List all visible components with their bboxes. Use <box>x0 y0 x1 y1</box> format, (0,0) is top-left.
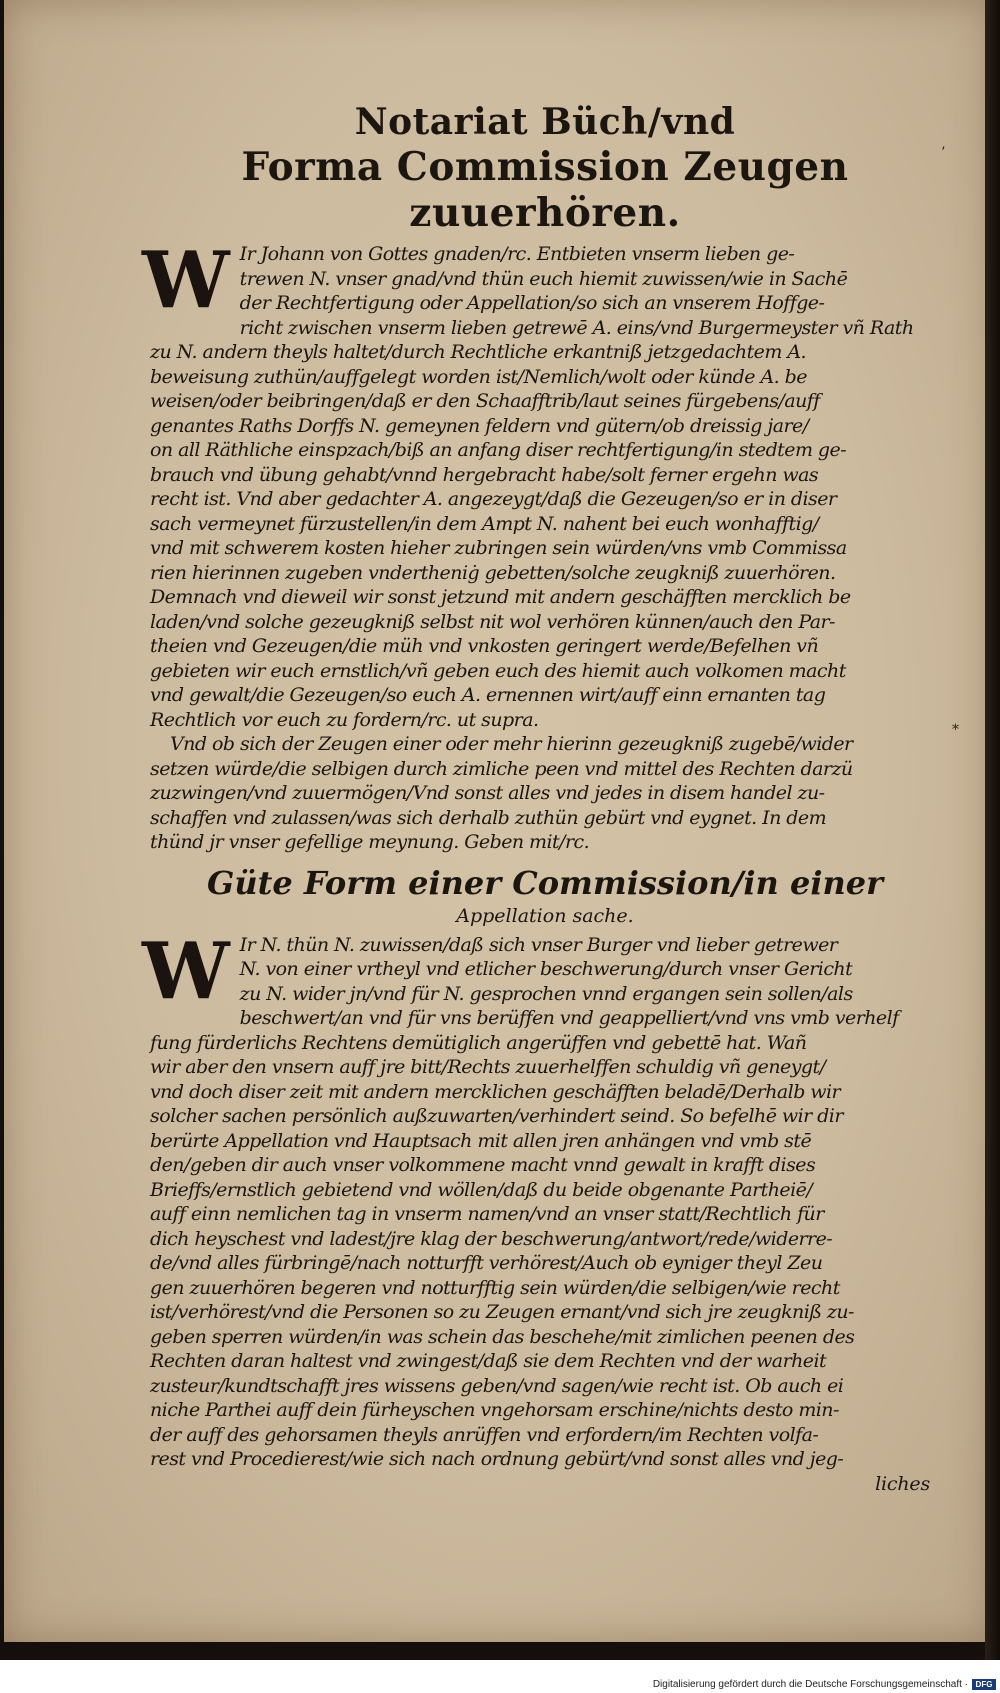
text-line: solcher sachen persönlich außzuwarten/verhindert seind. So befelhē wir dir <box>150 1105 843 1127</box>
drop-initial: W <box>142 925 230 1017</box>
text-line: dich heyschest vnd ladest/jre klag der beschwerung/antwort/rede/widerre- <box>150 1227 833 1250</box>
text-line: Rechtlich vor euch zu fordern/rc. ut supra. <box>150 708 539 731</box>
running-head: Notariat Büch/vnd <box>354 101 736 143</box>
text-line: der auff des gehorsamen theyls anrüffen vnd erfordern/im Rechten volfa- <box>150 1423 819 1446</box>
text-line: Ir N. thün N. zuwissen/daß sich vnser Burger vnd lieber getrewer <box>239 933 838 956</box>
text-line: schaffen vnd zulassen/was sich derhalb zuthün gebürt vnd eygnet. In dem <box>150 806 827 829</box>
page-text <box>142 100 940 1496</box>
dfg-logo-icon: DFG <box>972 1679 996 1690</box>
text-line: beweisung zuthün/auffgelegt worden ist/Nemlich/wolt oder künde A. be <box>150 365 807 388</box>
text-line: recht ist. Vnd aber gedachter A. angezeygt/daß die Gezeugen/so er in diser <box>150 488 837 510</box>
section-2-title: Güte Form einer Commission/in einer <box>207 863 883 902</box>
text-line: rien hierinnen zugeben vndertheniġ gebetten/solche zeugkniß zuuerhören. <box>150 561 836 584</box>
text-line: rest vnd Procedierest/wie sich nach ordnung gebürt/vnd sonst alles vnd jeg- <box>150 1448 844 1470</box>
text-line: ist/verhörest/vnd die Personen so zu Zeugen ernant/vnd sich jre zeugkniß zu- <box>150 1301 854 1323</box>
drop-initial: W <box>142 235 230 326</box>
text-line: genantes Raths Dorffs N. gemeynen feldern vnd gütern/ob dreissig jare/ <box>150 414 809 437</box>
text-line: laden/vnd solche gezeugkniß selbst nit wol verhören künnen/auch den Par- <box>150 610 835 633</box>
text-line: zu N. wider jn/vnd für N. gesprochen vnnd ergangen sein sollen/als <box>239 982 853 1005</box>
text-line: theien vnd Gezeugen/die müh vnd vnkosten geringert werde/Befelhen vñ <box>150 635 819 657</box>
text-line: Vnd ob sich der Zeugen einer oder mehr hierinn gezeugkniß zugebē/wider <box>170 733 853 755</box>
text-line: gebieten wir euch ernstlich/vñ geben euch des hiemit auch volkomen macht <box>150 659 846 682</box>
text-line: vnd doch diser zeit mit andern mercklichen geschäfften beladē/Derhalb wir <box>150 1080 841 1103</box>
section-2 <box>142 925 940 1497</box>
section-1 <box>142 235 940 855</box>
catchword: liches <box>875 1472 930 1495</box>
text-line: beschwert/an vnd für vns berüffen vnd geappelliert/vnd vns vmb verhelf <box>239 1007 899 1029</box>
text-line: gen zuuerhören begeren vnd notturfftig sein würden/die selbigen/wie recht <box>150 1276 840 1299</box>
text-line: N. von einer vrtheyl vnd etlicher beschwerung/durch vnser Gericht <box>239 958 853 980</box>
text-line: de/vnd alles fürbringē/nach notturfft verhörest/Auch ob eyniger theyl Zeu <box>150 1252 823 1274</box>
text-line: trewen N. vnser gnad/vnd thün euch hiemit zuwissen/wie in Sachē <box>239 267 848 290</box>
text-line: Rechten daran haltest vnd zwingest/daß sie dem Rechten vnd der warheit <box>150 1350 827 1372</box>
text-line: wir aber den vnsern auff jre bitt/Rechts zuuerhelffen schuldig vñ geneygt/ <box>150 1056 826 1078</box>
text-line: den/geben dir auch vnser volkommene macht vnnd gewalt in krafft dises <box>150 1154 816 1176</box>
text-line: setzen würde/die selbigen durch zimliche peen vnd mittel des Rechten darzü <box>150 757 853 780</box>
text-line: vnd gewalt/die Gezeugen/so euch A. ernennen wirt/auff einn ernanten tag <box>150 684 826 706</box>
funding-credit: Digitalisierung gefördert durch die Deutsche Forschungsgemeinschaft · <box>652 1679 968 1690</box>
form-title: Forma Commission Zeugen zuuerhören. <box>241 144 849 236</box>
text-line: thünd jr vnser gefellige meynung. Geben mit/rc. <box>150 831 590 853</box>
text-line: weisen/oder beibringen/daß er den Schaafftrib/laut seines fürgebens/auff <box>150 390 820 412</box>
text-line: vnd mit schwerem kosten hieher zubringen sein würden/vns vmb Commissa <box>150 537 847 559</box>
text-line: zu N. andern theyls haltet/durch Rechtliche erkantniß jetzgedachtem A. <box>150 341 806 363</box>
text-line: on all Räthliche einspzach/biß an anfang diser rechtfertigung/in stedtem ge- <box>150 439 847 461</box>
text-line: der Rechtfertigung oder Appellation/so sich an vnserem Hoffge- <box>239 292 825 314</box>
text-line: fung fürderlichs Rechtens demütiglich angerüffen vnd gebettē hat. Wañ <box>150 1031 807 1054</box>
text-line: Demnach vnd dieweil wir sonst jetzund mit andern geschäfften mercklich be <box>150 586 851 608</box>
margin-mark: * <box>952 722 959 738</box>
text-line: Brieffs/ernstlich gebietend vnd wöllen/daß du beide obgenante Partheiē/ <box>150 1178 813 1201</box>
margin-mark: ’ <box>941 145 946 161</box>
text-line: zusteur/kundtschafft jres wissens geben/vnd sagen/wie recht ist. Ob auch ei <box>150 1374 844 1397</box>
section-2-subtitle: Appellation sache. <box>456 904 634 927</box>
text-line: zuzwingen/vnd zuuermögen/Vnd sonst alles vnd jedes in disem handel zu- <box>150 782 825 804</box>
book-edge <box>985 0 1000 1660</box>
text-line: brauch vnd übung gehabt/vnnd hergebracht habe/solt ferner ergehn was <box>150 463 819 486</box>
text-line: berürte Appellation vnd Hauptsach mit allen jren anhängen vnd vmb stē <box>150 1129 812 1152</box>
text-line: richt zwischen vnserm lieben getrewē A. eins/vnd Burgermeyster vñ Rath <box>239 316 914 339</box>
text-line: geben sperren würden/in was schein das beschehe/mit zimlichen peenen des <box>150 1325 855 1348</box>
text-line: auff einn nemlichen tag in vnserm namen/vnd an vnser statt/Rechtlich für <box>150 1203 824 1225</box>
text-line: niche Parthei auff dein fürheyschen vngehorsam erschine/nichts desto min- <box>150 1399 839 1421</box>
text-line: sach vermeynet fürzustellen/in dem Ampt N. nahent bei euch wonhafftig/ <box>150 512 819 535</box>
text-line: Ir Johann von Gottes gnaden/rc. Entbieten vnserm lieben ge- <box>239 243 795 265</box>
